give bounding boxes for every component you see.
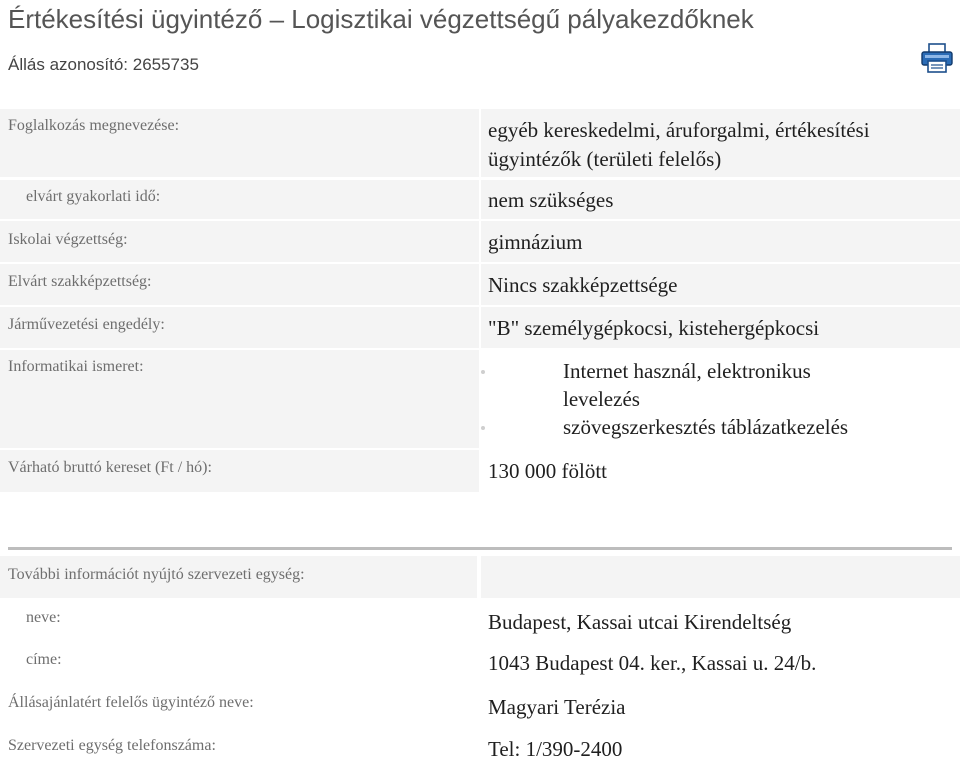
row-unit-address bbox=[0, 642, 960, 684]
occupation-value: egyéb kereskedelmi, áruforgalmi, értékesítési ügyintézők (területi felelős) bbox=[481, 109, 960, 177]
occupation-label: Foglalkozás megnevezése: bbox=[0, 109, 479, 177]
license-value: "B" személygépkocsi, kistehergépkocsi bbox=[481, 307, 960, 348]
agent-name-value: Magyari Terézia bbox=[481, 686, 960, 726]
row-salary bbox=[0, 450, 960, 492]
row-it-knowledge bbox=[0, 350, 960, 448]
unit-phone-label: Szervezeti egység telefonszáma: bbox=[0, 728, 479, 770]
list-item bbox=[488, 357, 960, 413]
row-unit-name bbox=[0, 600, 960, 640]
it-item-text: szövegszerkesztés táblázatkezelés bbox=[563, 415, 849, 439]
unit-phone-value: Tel: 1/390-2400 bbox=[481, 728, 960, 770]
qualification-value: Nincs szakképzettsége bbox=[481, 264, 960, 305]
license-label: Járművezetési engedély: bbox=[0, 307, 479, 348]
agent-name-label: Állásajánlatért felelős ügyintéző neve: bbox=[0, 686, 479, 726]
experience-label: elvárt gyakorlati idő: bbox=[0, 180, 479, 219]
page-title: Értékesítési ügyintéző – Logisztikai végzettségű pályakezdőknek bbox=[8, 4, 754, 34]
it-knowledge-label: Informatikai ismeret: bbox=[0, 350, 479, 448]
unit-address-value: 1043 Budapest 04. ker., Kassai u. 24/b. bbox=[481, 642, 960, 684]
unit-name-value: Budapest, Kassai utcai Kirendeltség bbox=[481, 600, 960, 640]
it-knowledge-value bbox=[481, 350, 960, 448]
it-knowledge-list bbox=[488, 357, 960, 441]
experience-value: nem szükséges bbox=[481, 180, 960, 219]
bullet-icon bbox=[481, 370, 485, 374]
unit-address-label: címe: bbox=[0, 642, 479, 684]
row-education bbox=[0, 221, 960, 262]
row-unit-phone bbox=[0, 728, 960, 770]
row-experience bbox=[0, 180, 960, 219]
qualification-label: Elvárt szakképzettség: bbox=[0, 264, 479, 305]
salary-value: 130 000 fölött bbox=[481, 450, 960, 492]
contact-section-label: További információt nyújtó szervezeti egység: bbox=[0, 556, 477, 598]
row-occupation bbox=[0, 109, 960, 177]
contact-section-value bbox=[481, 556, 960, 598]
unit-name-label: neve: bbox=[0, 600, 479, 640]
row-license bbox=[0, 307, 960, 348]
salary-label: Várható bruttó kereset (Ft / hó): bbox=[0, 450, 479, 492]
education-value: gimnázium bbox=[481, 221, 960, 262]
education-label: Iskolai végzettség: bbox=[0, 221, 479, 262]
it-item-text: Internet használ, elektronikus levelezés bbox=[563, 359, 811, 411]
row-agent-name bbox=[0, 686, 960, 726]
section-divider bbox=[8, 547, 952, 550]
job-id: Állás azonosító: 2655735 bbox=[8, 55, 199, 74]
bullet-icon bbox=[481, 426, 485, 430]
list-item bbox=[488, 413, 960, 441]
printer-icon[interactable] bbox=[920, 42, 954, 74]
row-contact-section bbox=[0, 556, 960, 598]
row-qualification bbox=[0, 264, 960, 305]
